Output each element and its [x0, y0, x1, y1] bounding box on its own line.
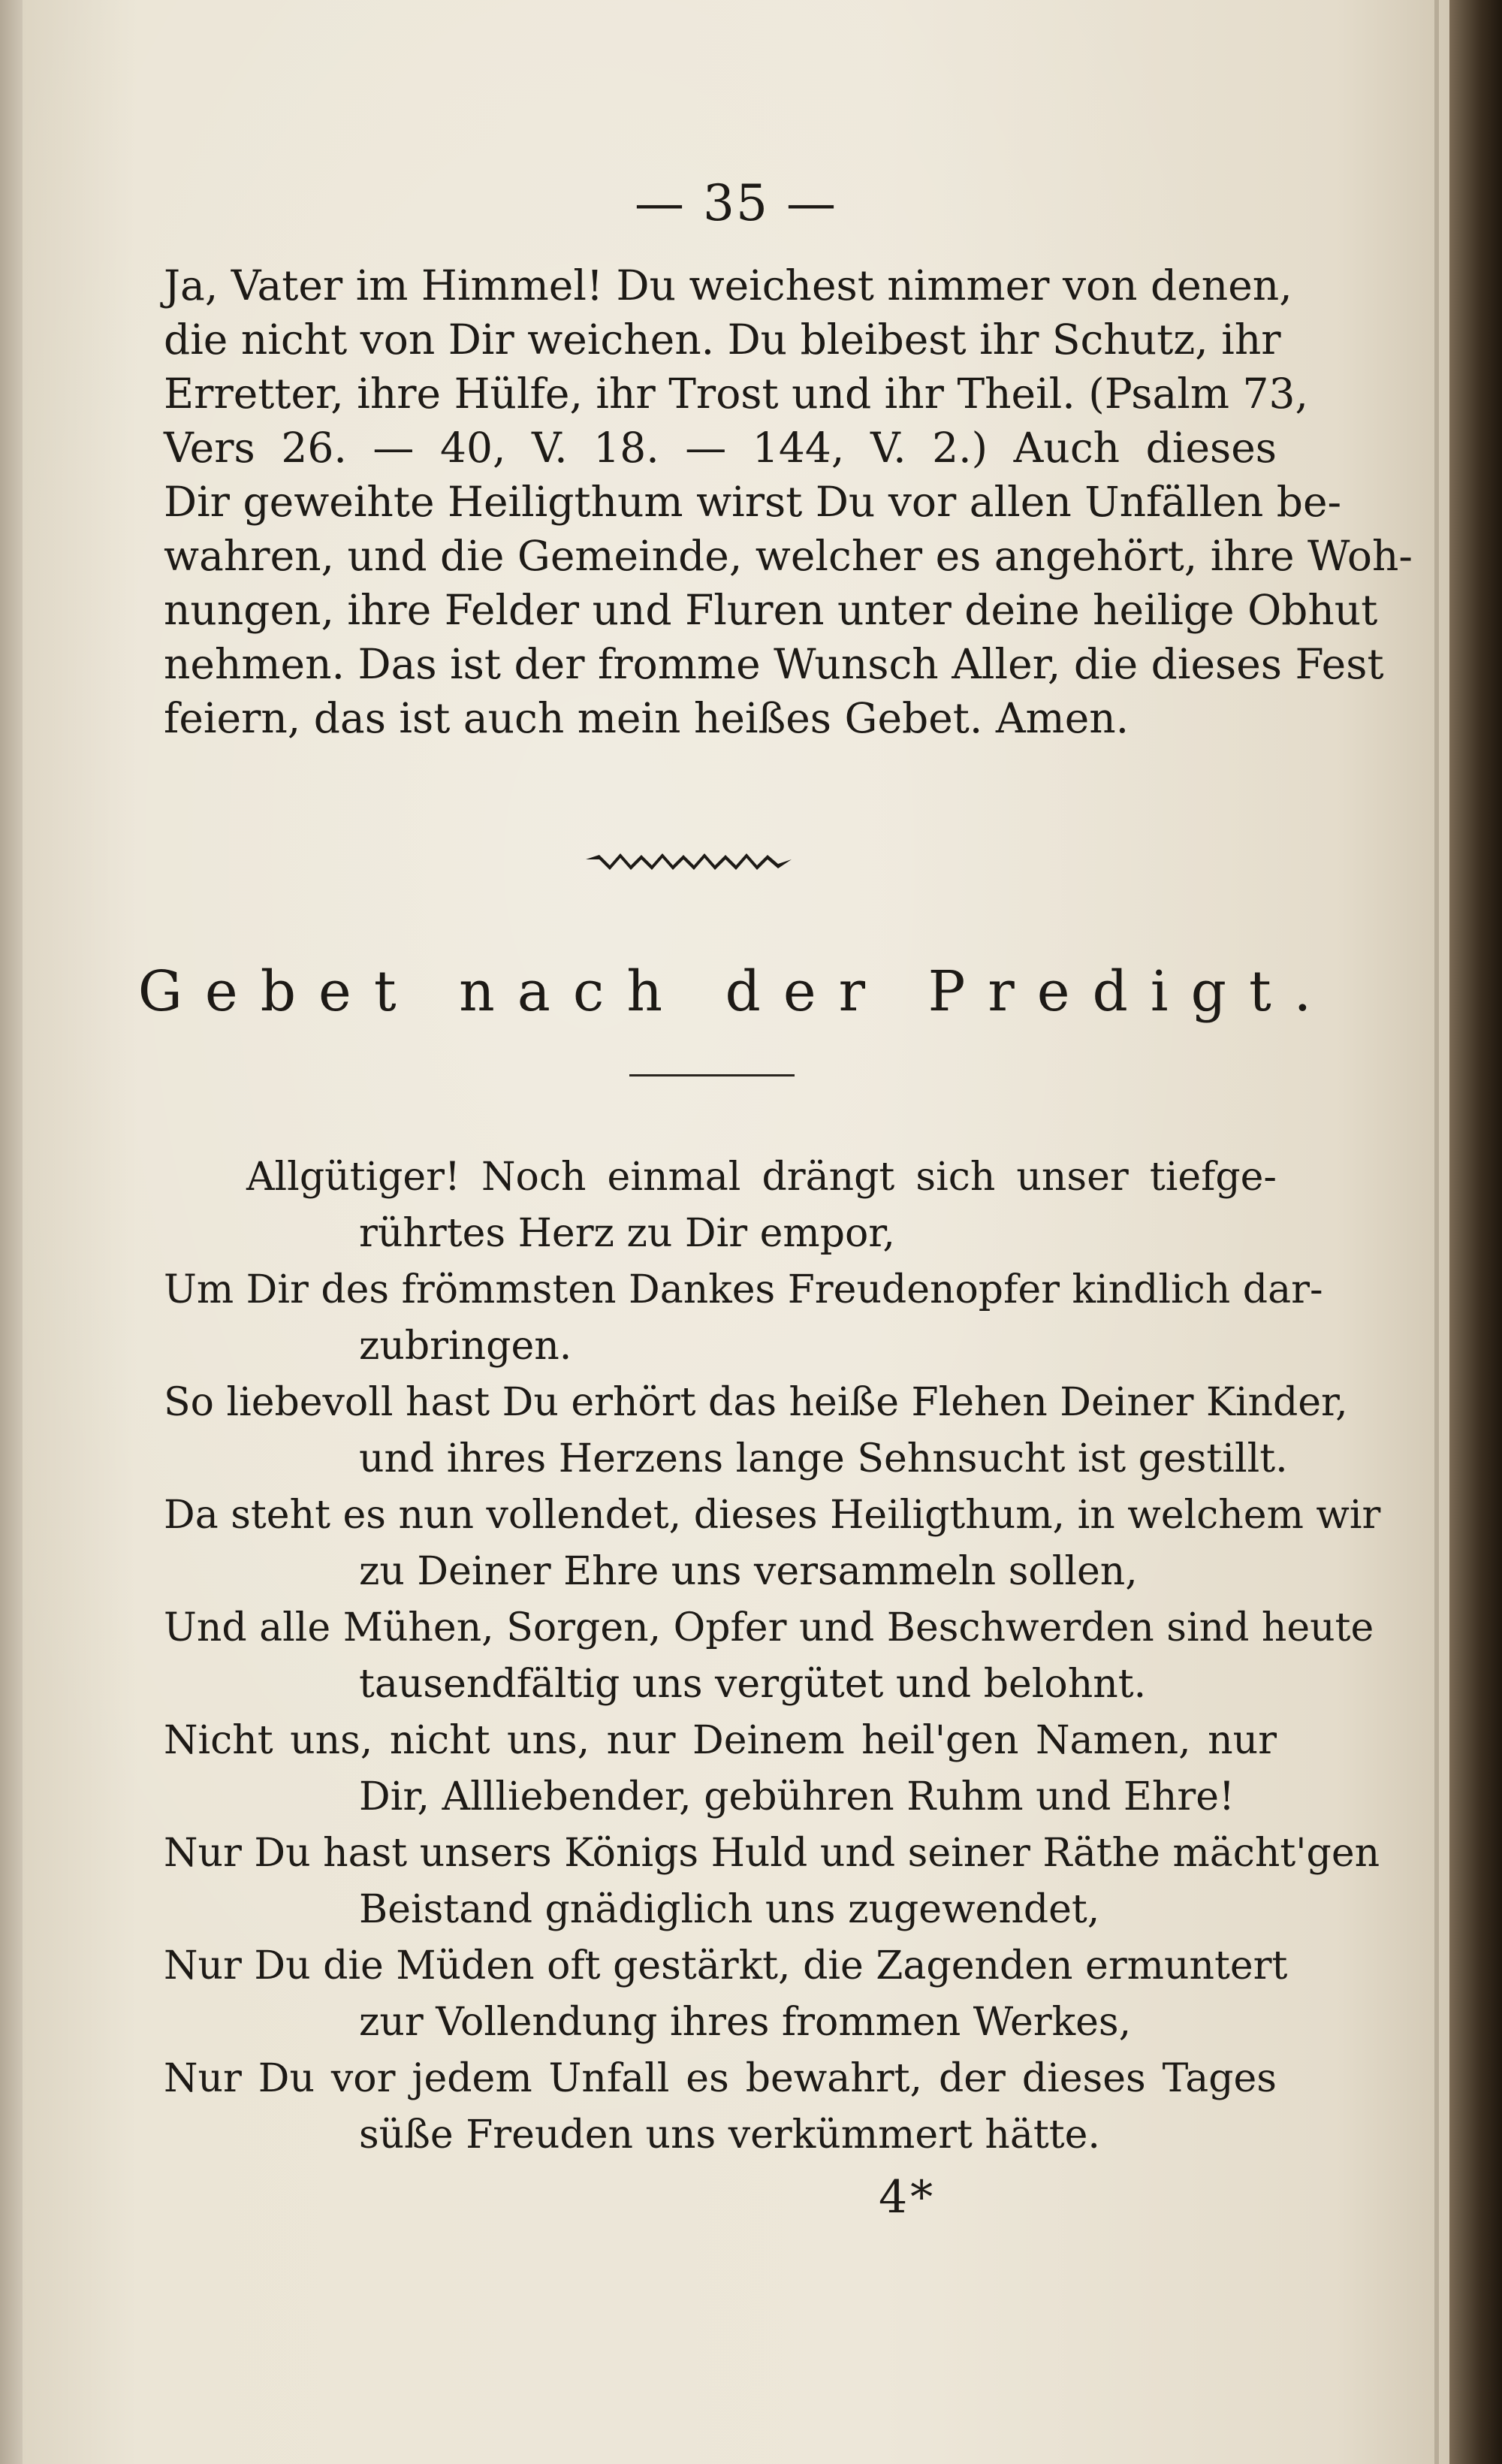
verse-line: Beistand gnädiglich uns zugewendet, — [359, 1887, 1100, 1932]
verse-line: Allgütiger! Noch einmal drängt sich unser tiefge- — [246, 1155, 1277, 1200]
prose-line: Ja, Vater im Himmel! Du weichest nimmer von denen, — [164, 261, 1292, 310]
verse-line: Da steht es nun vollendet, dieses Heiligthum, in welchem wir — [164, 1493, 1381, 1538]
verse-line: So liebevoll hast Du erhört das heiße Flehen Deiner Kinder, — [164, 1380, 1348, 1425]
verse-line: rührtes Herz zu Dir empor, — [359, 1211, 895, 1256]
section-title: Gebet nach der Predigt. — [137, 959, 1335, 1024]
verse-line: Und alle Mühen, Sorgen, Opfer und Beschwerden sind heute — [164, 1605, 1374, 1650]
ornament-divider — [584, 849, 795, 871]
page-number: — 35 — — [635, 174, 837, 232]
verse-line: und ihres Herzens lange Sehnsucht ist gestillt. — [359, 1436, 1288, 1481]
prose-line: die nicht von Dir weichen. Du bleibest ihr Schutz, ihr — [164, 316, 1281, 364]
verse-line: zur Vollendung ihres frommen Werkes, — [359, 2000, 1132, 2045]
prose-line: Dir geweihte Heiligthum wirst Du vor allen Unfällen be- — [164, 478, 1342, 526]
book-page — [23, 0, 1449, 2464]
verse-line: zu Deiner Ehre uns versammeln sollen, — [359, 1549, 1138, 1594]
verse-line: Dir, Allliebender, gebühren Ruhm und Ehre! — [359, 1774, 1235, 1819]
book-edge — [1449, 0, 1502, 2464]
prose-line: nungen, ihre Felder und Fluren unter deine heilige Obhut — [164, 586, 1378, 634]
verse-line: Nur Du vor jedem Unfall es bewahrt, der dieses Tages — [164, 2056, 1277, 2101]
prose-line: feiern, das ist auch mein heißes Gebet. Amen. — [164, 694, 1130, 742]
prose-line: Erretter, ihre Hülfe, ihr Trost und ihr Theil. (Psalm 73, — [164, 370, 1308, 418]
verse-line: tausendfältig uns vergütet und belohnt. — [359, 1662, 1147, 1707]
verse-line: Um Dir des frömmsten Dankes Freudenopfer kindlich dar- — [164, 1267, 1323, 1312]
verse-line: Nur Du hast unsers Königs Huld und seiner Räthe mächt'gen — [164, 1831, 1380, 1876]
prose-line: Vers 26. — 40, V. 18. — 144, V. 2.) Auch dieses — [164, 424, 1277, 472]
page-fold — [1434, 0, 1439, 2464]
verse-line: Nicht uns, nicht uns, nur Deinem heil'gen Namen, nur — [164, 1718, 1277, 1763]
verse-line: süße Freuden uns verkümmert hätte. — [359, 2112, 1100, 2158]
prose-line: wahren, und die Gemeinde, welcher es angehört, ihre Woh- — [164, 532, 1413, 580]
title-rule — [629, 1074, 795, 1076]
prose-line: nehmen. Das ist der fromme Wunsch Aller, die dieses Fest — [164, 640, 1384, 688]
verse-line: zubringen. — [359, 1324, 572, 1369]
verse-line: Nur Du die Müden oft gestärkt, die Zagenden ermuntert — [164, 1943, 1288, 1988]
signature-mark: 4* — [879, 2171, 936, 2224]
